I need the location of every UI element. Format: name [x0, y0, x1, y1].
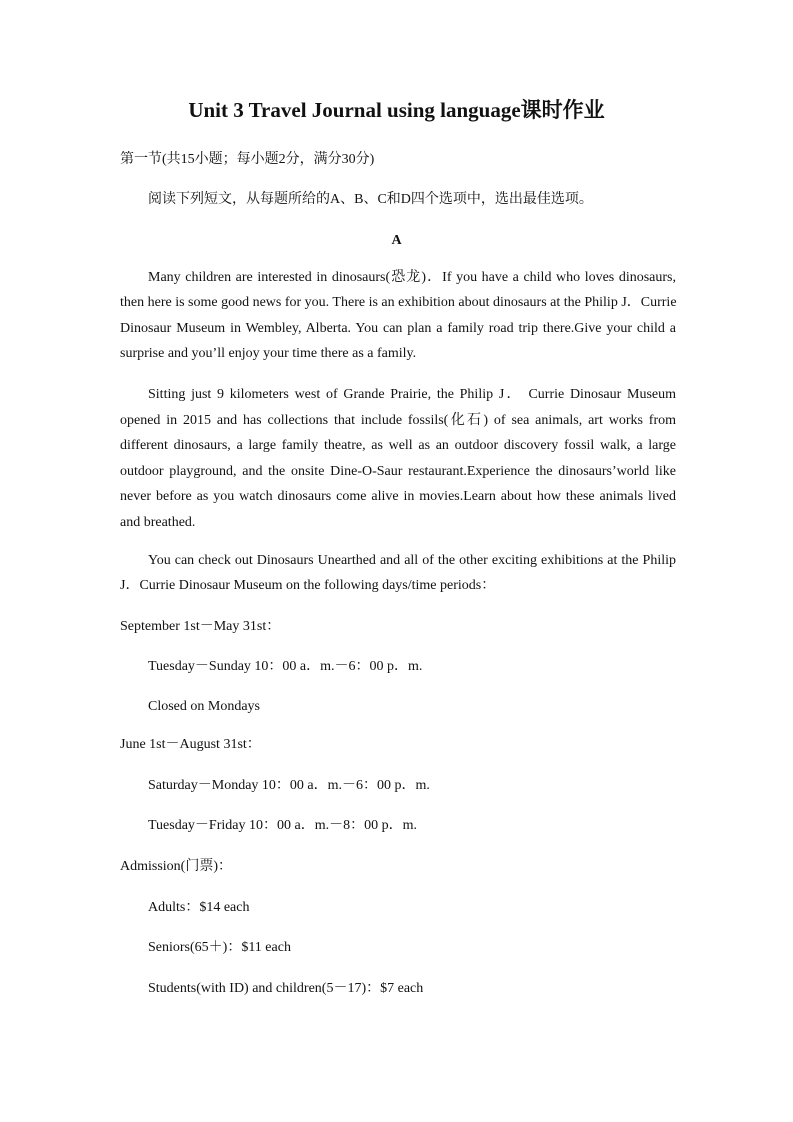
paragraph-line: opened in 2015 and has collections that include fossils(化石) of sea animals, art works from	[120, 412, 676, 428]
paragraph-line: different dinosaurs, a large family theatre, as well as an outdoor discovery fossil walk, a large	[120, 438, 676, 453]
paragraph-line: outdoor playground, and the onsite Dine-O-Saur restaurant.Experience the dinosaurs’world like	[120, 463, 676, 479]
paragraph-1	[120, 268, 676, 369]
paragraph-line: J．Currie Dinosaur Museum on the following days/time periods：	[120, 578, 496, 594]
paragraph-line: surprise and you’ll enjoy your time there as a family.	[120, 345, 417, 361]
paragraph-line: never before as you watch dinosaurs come alive in movies.Learn about how these animals lived	[120, 489, 676, 504]
paragraph-line: Sitting just 9 kilometers west of Grande Prairie, the Philip J． Currie Dinosaur Museum	[148, 387, 676, 402]
schedule-period-1-closed: Closed on Mondays	[148, 699, 260, 714]
paragraph-3	[120, 551, 676, 602]
admission-students: Students(with ID) and children(5－17)：$7 each	[148, 981, 424, 996]
admission-adults: Adults：$14 each	[148, 900, 250, 915]
admission-label: Admission(门票)：	[120, 859, 232, 874]
schedule-period-2-label: June 1st－August 31st：	[120, 737, 261, 752]
instructions: 阅读下列短文，从每题所给的A、B、C和D四个选项中，选出最佳选项。	[148, 192, 593, 207]
paragraph-line: and breathed.	[120, 514, 196, 530]
schedule-period-2-hours-weekend: Saturday－Monday 10：00 a．m.－6：00 p．m.	[148, 778, 430, 793]
schedule-period-2-hours-weekday: Tuesday－Friday 10：00 a．m.－8：00 p．m.	[148, 818, 417, 833]
paragraph-2	[120, 385, 676, 538]
paragraph-line: then here is some good news for you. There is an exhibition about dinosaurs at the Philip J．Currie	[120, 295, 677, 311]
paragraph-line: You can check out Dinosaurs Unearthed and all of the other exciting exhibitions at the Philip	[148, 553, 676, 568]
document-title: Unit 3 Travel Journal using language课时作业	[188, 98, 605, 122]
admission-seniors: Seniors(65＋)：$11 each	[148, 940, 291, 955]
paragraph-line: Dinosaur Museum in Wembley, Alberta. You can plan a family road trip there.Give your child a	[120, 320, 676, 336]
paragraph-line: Many children are interested in dinosaurs(恐龙)．If you have a child who loves dinosaurs,	[148, 270, 676, 285]
schedule-period-1-hours: Tuesday－Sunday 10：00 a．m.－6：00 p．m.	[148, 659, 423, 674]
section-header: 第一节(共15小题；每小题2分，满分30分)	[120, 152, 375, 167]
passage-label: A	[391, 233, 402, 248]
schedule-period-1-label: September 1st－May 31st：	[120, 619, 281, 634]
